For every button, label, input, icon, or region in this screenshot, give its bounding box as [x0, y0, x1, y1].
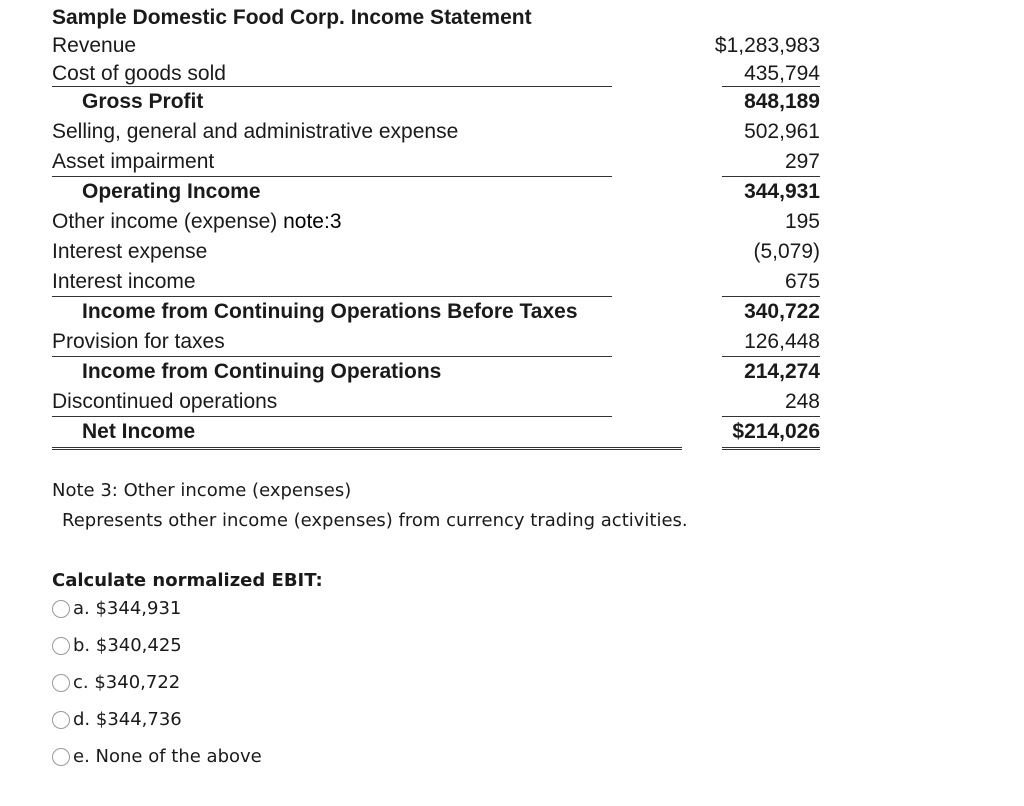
row-amount: 340,722 [744, 300, 820, 323]
radio-button-c[interactable] [52, 674, 70, 692]
row-sga-expense [52, 117, 820, 147]
radio-button-b[interactable] [52, 637, 70, 655]
row-label: Cost of goods sold [52, 60, 612, 87]
row-amount: 248 [612, 387, 820, 417]
row-label: Revenue [52, 34, 137, 57]
row-label: Interest expense [52, 240, 208, 263]
note-heading: Note 3: Other income (expenses) [52, 480, 352, 501]
option-label[interactable]: e. None of the above [73, 746, 262, 767]
answer-option-d[interactable] [52, 706, 323, 743]
answer-option-c[interactable] [52, 669, 323, 706]
option-label[interactable]: b. $340,425 [73, 635, 182, 656]
row-label [52, 207, 612, 237]
question-block [52, 567, 323, 780]
statement-title: Sample Domestic Food Corp. Income Statement [52, 6, 532, 29]
other-income-label: Other income (expense) [52, 210, 284, 233]
row-revenue [52, 32, 820, 60]
row-amount: 126,448 [612, 327, 820, 357]
option-label[interactable]: a. $344,931 [73, 598, 182, 619]
row-provision-for-taxes [52, 327, 820, 357]
row-amount: 344,931 [744, 180, 820, 203]
radio-button-d[interactable] [52, 711, 70, 729]
row-label: Income from Continuing Operations Before Taxes [82, 300, 578, 323]
row-label: Asset impairment [52, 147, 612, 177]
row-label: Selling, general and administrative expense [52, 120, 459, 143]
row-amount: 297 [612, 147, 820, 177]
row-interest-income [52, 267, 820, 297]
row-other-income [52, 207, 820, 237]
row-amount: 502,961 [744, 120, 820, 143]
radio-button-e[interactable] [52, 748, 70, 766]
row-label: Discontinued operations [52, 387, 612, 417]
row-net-income [52, 417, 820, 447]
radio-button-a[interactable] [52, 600, 70, 618]
row-interest-expense [52, 237, 820, 267]
row-gross-profit [52, 87, 820, 117]
row-income-before-taxes [52, 297, 820, 327]
option-label[interactable]: d. $344,736 [73, 709, 182, 730]
answer-option-a[interactable] [52, 595, 323, 632]
row-cost-of-goods-sold [52, 60, 820, 87]
row-operating-income [52, 177, 820, 207]
row-label: Income from Continuing Operations [82, 360, 442, 383]
row-amount: (5,079) [753, 240, 820, 263]
row-label: Net Income [82, 417, 682, 447]
row-amount: $1,283,983 [714, 34, 820, 57]
question-prompt: Calculate normalized EBIT: [52, 570, 323, 591]
row-amount: 214,274 [744, 360, 820, 383]
row-label: Operating Income [82, 180, 261, 203]
note-3 [52, 478, 688, 534]
option-label[interactable]: c. $340,722 [73, 672, 181, 693]
row-label: Interest income [52, 267, 612, 297]
row-label: Gross Profit [82, 90, 204, 113]
row-amount: 195 [784, 210, 820, 233]
row-asset-impairment [52, 147, 820, 177]
answer-option-e[interactable] [52, 743, 323, 780]
row-amount: 675 [612, 267, 820, 297]
row-label: Provision for taxes [52, 327, 612, 357]
row-discontinued-operations [52, 387, 820, 417]
row-amount: $214,026 [612, 417, 820, 447]
row-income-continuing-operations [52, 357, 820, 387]
row-amount: 848,189 [744, 90, 820, 113]
note-body: Represents other income (expenses) from currency trading activities. [62, 510, 688, 531]
row-amount: 435,794 [612, 60, 820, 87]
answer-option-b[interactable] [52, 632, 323, 669]
income-statement [52, 4, 820, 447]
note-reference: note:3 [283, 210, 342, 233]
